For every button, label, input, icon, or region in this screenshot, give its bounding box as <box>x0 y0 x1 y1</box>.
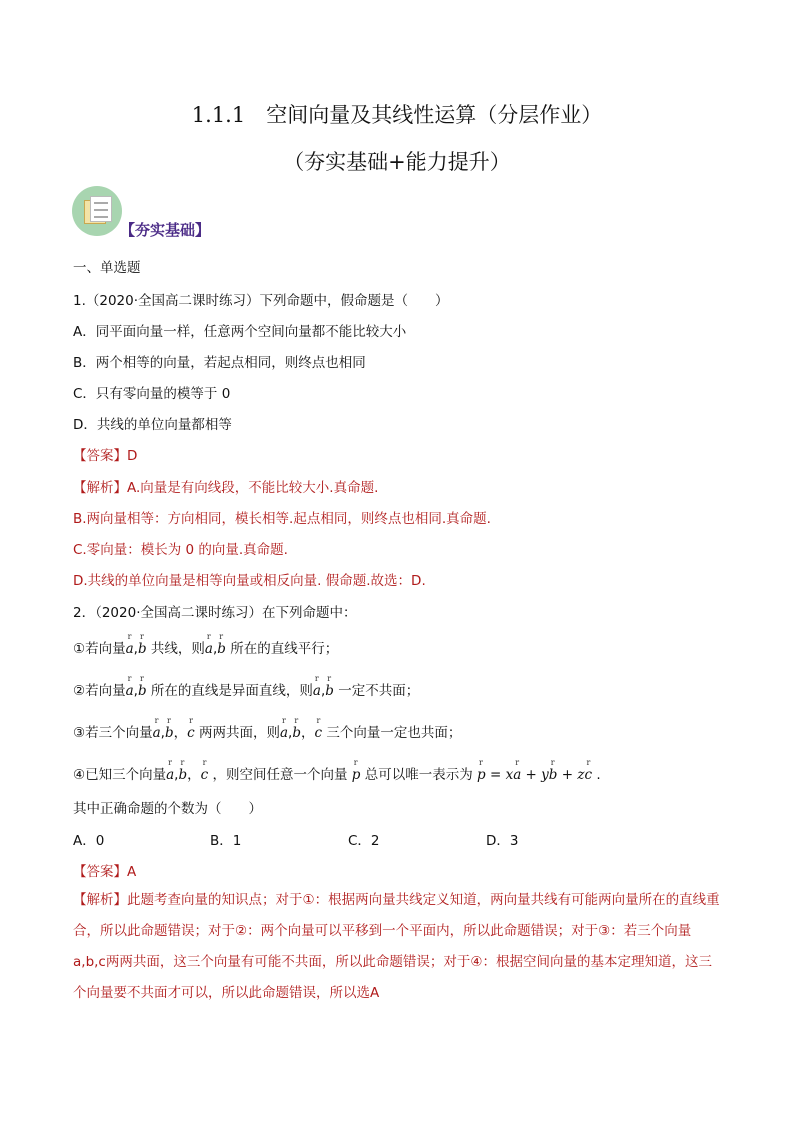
document-front-icon <box>90 196 112 222</box>
q2-answer <box>73 860 136 880</box>
vector-b: r b <box>138 683 147 699</box>
statement-text: 两两共面，则 <box>198 725 280 741</box>
answer-label: 【答案】 <box>73 864 127 880</box>
q1-option-b: B．两个相等的向量，若起点相同，则终点也相同 <box>73 355 366 371</box>
vector-c: r c <box>187 725 195 741</box>
q2-analysis <box>73 885 721 1009</box>
answer-label: 【答案】 <box>73 448 127 464</box>
statement-text: ②若向量 <box>73 683 126 699</box>
q2-option-d: D．3 <box>486 833 519 849</box>
analysis-text: 此题考查向量的知识点；对于①：根据两向量共线定义知道，两向量共线有可能两向量所在的直线重合，所以此命题错误；对于②：两个向量可以平移到一个平面内，所以此命题错误；对于③：若三个向量a,b,c两两共面，这三个向量有可能不共面，所以此命题错误；对于④：根据空间向量的基本定理知道，这三个向量要不共面才可以，所以此命题错误，所以选A <box>73 892 720 1001</box>
q2-stem: 2．（2020·全国高二课时练习）在下列命题中： <box>73 605 357 621</box>
q1-answer <box>73 444 137 464</box>
vector-a: r a <box>166 767 174 783</box>
q2-statement-2: ②若向量r a,r b 所在的直线是异面直线，则r a,r b 一定不共面； <box>73 679 419 699</box>
statement-text: 共线，则 <box>150 641 205 657</box>
q1-option-d: D．共线的单位向量都相等 <box>73 417 232 433</box>
q2-option-a: A．0 <box>73 833 105 849</box>
vector-b: r b <box>178 767 187 783</box>
part-heading: 一、单选题 <box>73 260 141 276</box>
vector-a: r a <box>126 641 134 657</box>
analysis-text: A.向量是有向线段，不能比较大小.真命题. <box>127 480 379 496</box>
statement-text: ④已知三个向量 <box>73 767 167 783</box>
vector-a: r a <box>313 683 321 699</box>
vector-b: r b <box>325 683 334 699</box>
q1-analysis-2: B.两向量相等：方向相同，模长相等.起点相同，则终点也相同.真命题. <box>73 511 491 527</box>
q1-option-c: C．只有零向量的模等于 0 <box>73 386 231 402</box>
q1-analysis-4: D.共线的单位向量是相等向量或相反向量. 假命题.故选：D. <box>73 573 426 589</box>
q1-analysis-1 <box>73 476 378 496</box>
vector-p: r p <box>352 767 361 783</box>
q1-analysis-3: C.零向量：模长为 0 的向量.真命题. <box>73 542 288 558</box>
documents-icon <box>72 186 122 236</box>
vector-b: r b <box>165 725 174 741</box>
statement-text: ，则空间任意一个向量 <box>212 767 348 783</box>
vector-a: r a <box>126 683 134 699</box>
vector-c: r c <box>201 767 209 783</box>
section-heading: 【夯实基础】 <box>120 221 211 239</box>
q1-option-a: A．同平面向量一样，任意两个空间向量都不能比较大小 <box>73 324 407 340</box>
vector-a: r a <box>205 641 213 657</box>
vector-expression: r p = xr a + yr b + zr c <box>477 767 592 783</box>
statement-text: 总可以唯一表示为 <box>364 767 473 783</box>
q1-stem: 1.（2020·全国高二课时练习）下列命题中，假命题是（ ） <box>73 293 449 309</box>
statement-text: ①若向量 <box>73 641 126 657</box>
q2-statement-3: ③若三个向量r a,r b，r c 两两共面，则r a,r b，r c 三个向量一定也共面； <box>73 721 461 741</box>
q2-option-b: B．1 <box>210 833 242 849</box>
vector-b: r b <box>217 641 226 657</box>
vector-a: r a <box>280 725 288 741</box>
q2-statement-4: ④已知三个向量r a,r b，r c ，则空间任意一个向量 r p 总可以唯一表示为 r p = xr a + yr b + zr c . <box>73 763 601 783</box>
statement-text: 所在的直线平行； <box>230 641 339 657</box>
statement-text: 一定不共面； <box>338 683 420 699</box>
vector-b: r b <box>138 641 147 657</box>
answer-value: A <box>127 864 137 880</box>
vector-c: r c <box>315 725 323 741</box>
statement-text: 所在的直线是异面直线，则 <box>150 683 313 699</box>
q2-question: 其中正确命题的个数为（ ） <box>73 801 262 817</box>
statement-text: 三个向量一定也共面； <box>326 725 462 741</box>
analysis-label: 【解析】 <box>73 892 127 908</box>
vector-b: r b <box>292 725 301 741</box>
q2-statement-1: ①若向量r a,r b 共线，则r a,r b 所在的直线平行； <box>73 637 338 657</box>
page-title: 1.1.1 空间向量及其线性运算（分层作业） <box>191 103 603 127</box>
q2-option-c: C．2 <box>348 833 380 849</box>
analysis-label: 【解析】 <box>73 480 127 496</box>
statement-text: ③若三个向量 <box>73 725 153 741</box>
vector-a: r a <box>153 725 161 741</box>
page-subtitle: （夯实基础+能力提升） <box>283 150 511 174</box>
answer-value: D <box>127 448 138 464</box>
